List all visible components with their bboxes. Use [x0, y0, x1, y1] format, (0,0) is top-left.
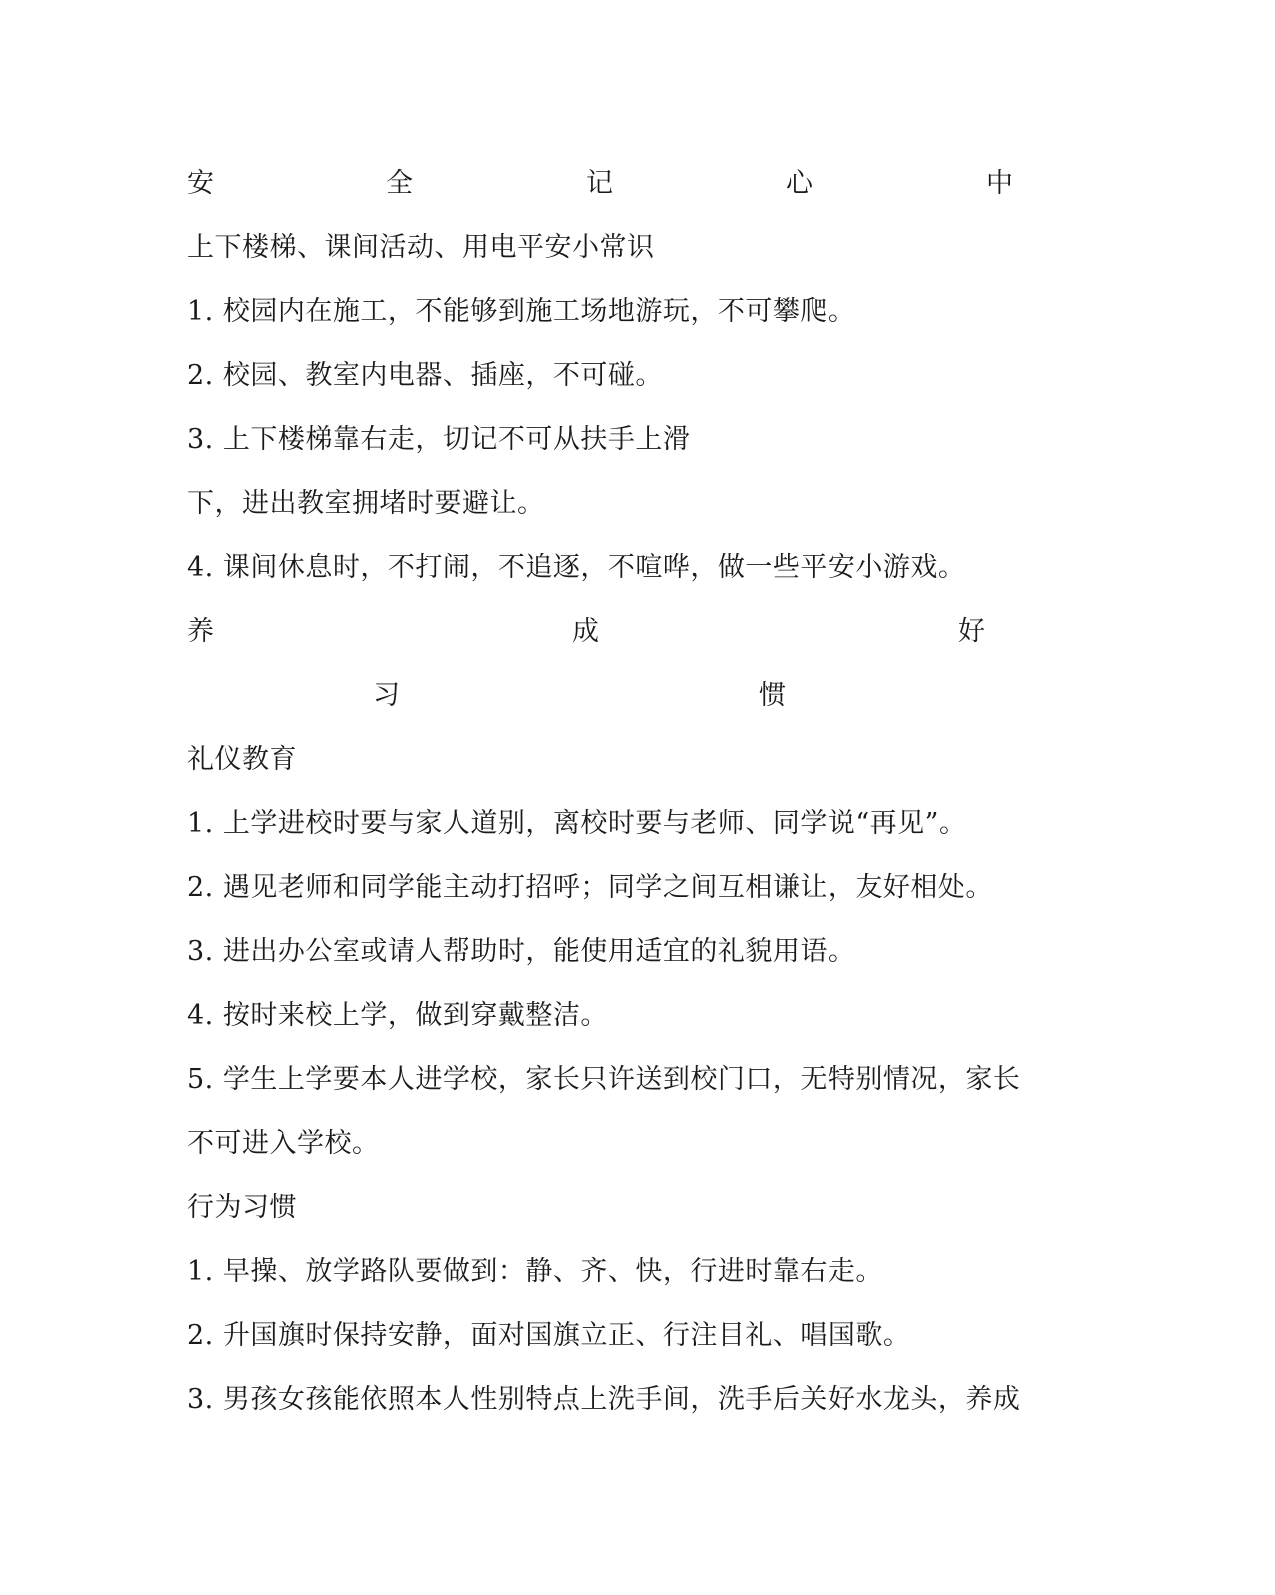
- list-item: 1. 校园内在施工，不能够到施工场地游玩，不可攀爬。: [187, 296, 856, 327]
- list-item: 1. 早操、放学路队要做到：静、齐、快，行进时靠右走。: [187, 1256, 883, 1287]
- subsection-heading: 礼仪教育: [187, 744, 297, 775]
- section-subtitle: 上下楼梯、课间活动、用电平安小常识: [187, 232, 655, 263]
- title-char: 安: [187, 168, 214, 199]
- title-char: 成: [572, 616, 599, 647]
- list-item: 5. 学生上学要本人进学校，家长只许送到校门口，无特别情况，家长: [187, 1064, 1021, 1095]
- list-item: 3. 进出办公室或请人帮助时，能使用适宜的礼貌用语。: [187, 936, 856, 967]
- title-char: 记: [586, 168, 613, 199]
- list-item-continuation: 下，进出教室拥堵时要避让。: [187, 488, 545, 519]
- title-char: 好: [958, 616, 985, 647]
- list-item: 1. 上学进校时要与家人道别，离校时要与老师、同学说“再见”。: [187, 808, 967, 839]
- list-item-continuation: 不可进入学校。: [187, 1128, 380, 1159]
- list-item: 4. 按时来校上学，做到穿戴整洁。: [187, 1000, 608, 1031]
- list-item: 3. 男孩女孩能依照本人性别特点上洗手间，洗手后关好水龙头，养成: [187, 1384, 1021, 1415]
- subsection-heading: 行为习惯: [187, 1192, 297, 1223]
- list-item: 2. 遇见老师和同学能主动打招呼；同学之间互相谦让，友好相处。: [187, 872, 993, 903]
- title-char: 中: [986, 168, 1013, 199]
- title-char: 习: [373, 680, 400, 711]
- title-char: 全: [386, 168, 413, 199]
- list-item: 4. 课间休息时，不打闹，不追逐，不喧哗，做一些平安小游戏。: [187, 552, 966, 583]
- title-char: 惯: [759, 680, 786, 711]
- list-item: 2. 校园、教室内电器、插座，不可碰。: [187, 360, 663, 391]
- title-char: 心: [786, 168, 813, 199]
- list-item: 3. 上下楼梯靠右走，切记不可从扶手上滑: [187, 424, 691, 455]
- title-char: 养: [187, 616, 214, 647]
- list-item: 2. 升国旗时保持安静，面对国旗立正、行注目礼、唱国歌。: [187, 1320, 911, 1351]
